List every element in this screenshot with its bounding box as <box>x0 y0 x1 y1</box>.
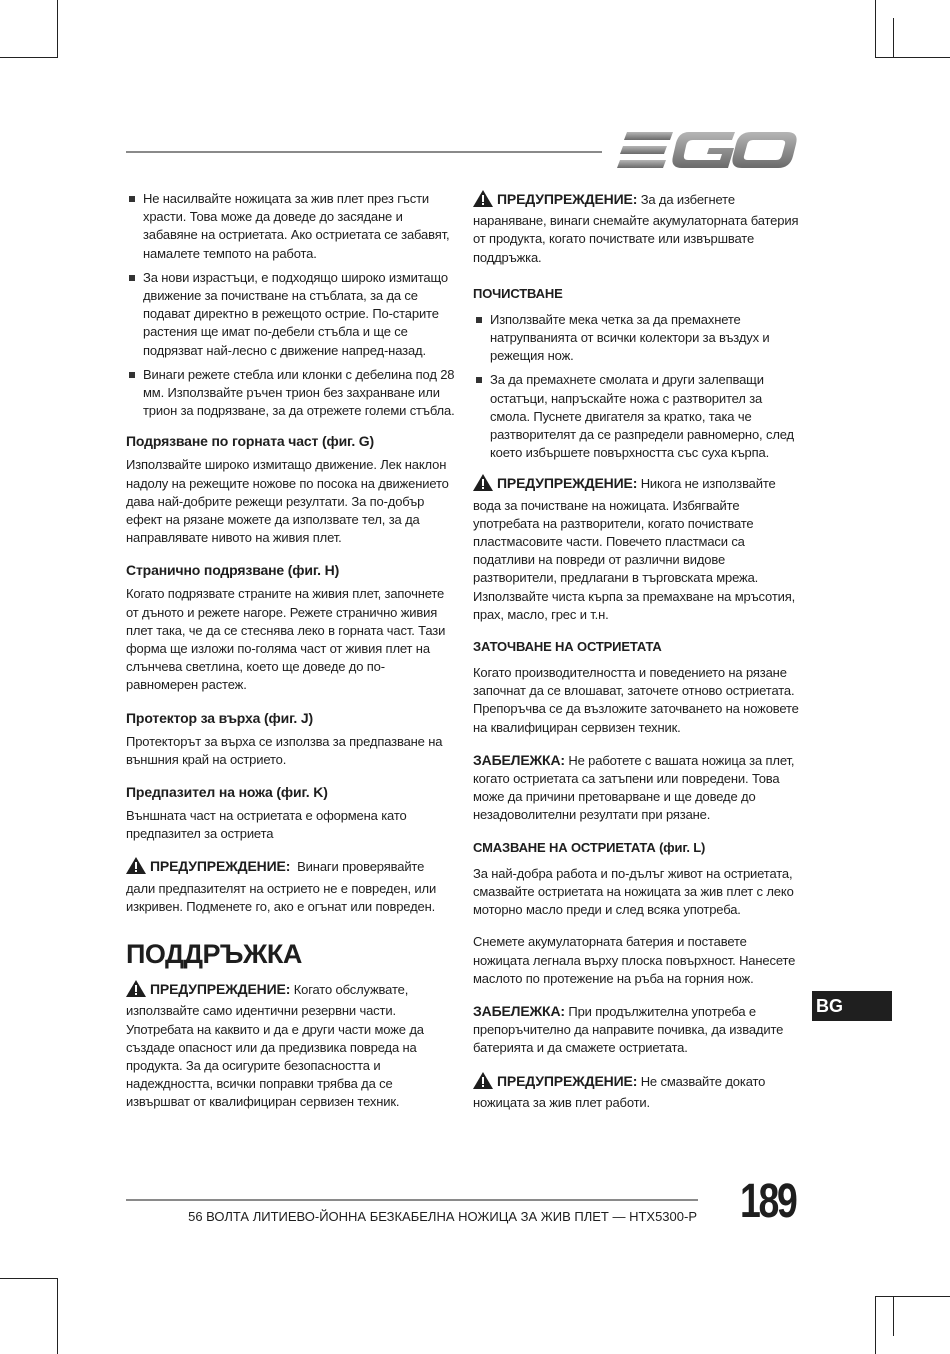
warning-text: За да избегнете нараняване, винаги снемайте акумулаторната батерия от продукта, когато почиствате или извършвате поддръжка. <box>473 192 799 265</box>
crop-mark <box>893 18 894 58</box>
warning-text: Винаги проверявайте дали предпазителят на острието не е повреден, или изкривен. Подменете го, ако е огънат или повреден. <box>126 859 437 914</box>
warning-label: ПРЕДУПРЕЖДЕНИЕ: <box>497 475 638 492</box>
list-item: Винаги режете стебла или клонки с дебелина под 28 мм. Използвайте ръчен трион без захранване или трион за подрязване, за да отрежете големи стъбла. <box>126 366 456 421</box>
note-block <box>473 1002 801 1058</box>
note-text: При продължителна употреба е препоръчително да направите почивка, да извадите батерията и да смажете остриетата. <box>473 1003 784 1056</box>
warning-block <box>126 980 456 1111</box>
crop-mark <box>893 1296 894 1336</box>
warning-block <box>473 474 801 624</box>
list-item: Използвайте мека четка за да премахнете натрупванията от всички колектори за въздух и режещия нож. <box>473 311 801 366</box>
bullet-list <box>473 311 801 463</box>
crop-mark <box>875 1296 876 1354</box>
warning-label: ПРЕДУПРЕЖДЕНИЕ: <box>497 1072 638 1089</box>
crop-mark <box>0 57 58 58</box>
paragraph: Външната част на остриетата е оформена като предпазител за остриета <box>126 808 407 842</box>
section-heading: Странично подрязване (фиг. H) <box>126 562 340 579</box>
warning-text: Не смазвайте докато ножицата за жив плет работи. <box>473 1073 766 1110</box>
crop-mark <box>57 0 58 58</box>
warning-triangle-icon <box>473 190 493 212</box>
note-label: ЗАБЕЛЕЖКА: <box>473 1002 565 1019</box>
left-column <box>126 190 456 1126</box>
paragraph: Използвайте широко измитащо движение. Лек наклон надолу на режещите ножове по посока на движението дава най-добрите режещи резултати. За по-добър ефект на рязане можете да използвате тел, за да направлявате нивото на живия плет. <box>126 457 449 546</box>
warning-block <box>473 190 801 267</box>
bullet-list <box>126 190 456 420</box>
section-heading: ПОЧИСТВАНЕ <box>473 285 563 301</box>
note-label: ЗАБЕЛЕЖКА: <box>473 751 565 768</box>
list-item: За да премахнете смолата и други залепващи остатъци, напръскайте ножа с разтворител за смола. Пуснете двигателя за кратко, така че разтворителят да се разпредели равномерно, след което избършете повърхността със суха кърпа. <box>473 371 801 462</box>
page-number: 189 <box>740 1175 796 1228</box>
footer-product-line: 56 ВОЛТА ЛИТИЕВО-ЙОННА БЕЗКАБЕЛНА НОЖИЦА ЗА ЖИВ ПЛЕТ — HTX5300-P <box>188 1209 697 1224</box>
crop-mark <box>875 0 876 58</box>
note-text: Не работете с вашата ножица за плет, когато остриетата са затъпени или повредени. Това може да причини претоварване и ще доведе до незадоволителни резултати при рязане. <box>473 752 795 823</box>
list-item: Не насилвайте ножицата за жив плет през гъсти храсти. Това може да доведе до засядане и забавяне на остриетата. Ако остриетата се забавят, намалете темпото на работа. <box>126 190 456 263</box>
section-heading: СМАЗВАНЕ НА ОСТРИЕТАТА (фиг. L) <box>473 839 706 855</box>
warning-label: ПРЕДУПРЕЖДЕНИЕ: <box>497 191 638 207</box>
section-heading: Предпазител на ножа (фиг. K) <box>126 784 328 801</box>
warning-block <box>473 1072 801 1112</box>
section-heading: Подрязване по горната част (фиг. G) <box>126 433 375 450</box>
warning-triangle-icon <box>126 857 146 879</box>
paragraph: За най-добра работа и по-дълъг живот на остриетата, смазвайте остриетата на ножицата за жив плет с леко моторно масло преди и след всяка употреба. <box>473 865 794 918</box>
warning-triangle-icon <box>473 474 493 496</box>
language-tab: BG <box>812 991 892 1021</box>
crop-mark <box>0 1278 58 1279</box>
crop-mark <box>57 1278 58 1354</box>
warning-label: ПРЕДУПРЕЖДЕНИЕ: <box>150 981 291 998</box>
warning-text: Никога не използвайте вода за почистване на ножицата. Избягвайте употребата на разтворители, когато почиствате пластмасовите части. Повечето пластмаси са податливи на повреди от различни видове разтворители, предлагани в търговската мрежа. Използвайте чиста кърпа за премахване на мръсотия, прах, масло, грес и т.н. <box>473 476 796 622</box>
paragraph: Когато подрязвате страните на живия плет, започнете от дъното и режете нагоре. Режете странично живия плет така, че да се стеснява леко в горната част. Тази форма ще изложи по-голяма част от живия плет на слънчева светлина, което ще доведе до по-равномерен растеж. <box>126 586 446 693</box>
maintenance-heading: ПОДДРЪЖКА <box>126 939 302 970</box>
warning-label: ПРЕДУПРЕЖДЕНИЕ: <box>150 858 291 875</box>
crop-mark <box>875 1296 950 1297</box>
crop-mark <box>875 57 950 58</box>
warning-triangle-icon <box>473 1072 493 1094</box>
warning-block <box>126 857 456 916</box>
section-heading: Протектор за върха (фиг. J) <box>126 709 314 726</box>
list-item: За нови израстъци, е подходящо широко измитащо движение за почистване на стъблата, за да се подават директно в режещото острие. По-старите растения ще имат по-дебели стъбла и ще се подрязват най-лесно с движение напред-назад. <box>126 269 456 360</box>
right-column <box>473 190 801 1126</box>
paragraph: Когато производителността и поведението на рязане започнат да се влошават, заточете отново остриетата. Препоръчва се да възложите заточването на ножовете на квалифициран сервизен техник. <box>473 665 799 735</box>
ego-logo <box>617 128 799 177</box>
warning-text: Когато обслужвате, използвайте само идентични резервни части. Употребата на каквито и да е други части може да създаде опасност или да предизвика повреда на продукта. За да осигурите безопасността и надеждността, всички поправки трябва да се извършват от квалифициран сервизен техник. <box>126 982 424 1110</box>
paragraph: Снемете акумулаторната батерия и поставете ножицата легнала върху плоска повърхност. Нанесете маслото по протежение на ръба на горния нож. <box>473 934 796 986</box>
section-heading: ЗАТОЧВАНЕ НА ОСТРИЕТАТА <box>473 639 662 655</box>
header-rule <box>126 151 602 153</box>
paragraph: Протекторът за върха се използва за предпазване на външния край на острието. <box>126 733 443 767</box>
note-block <box>473 751 801 825</box>
warning-triangle-icon <box>126 980 146 1002</box>
footer-rule <box>126 1199 698 1201</box>
